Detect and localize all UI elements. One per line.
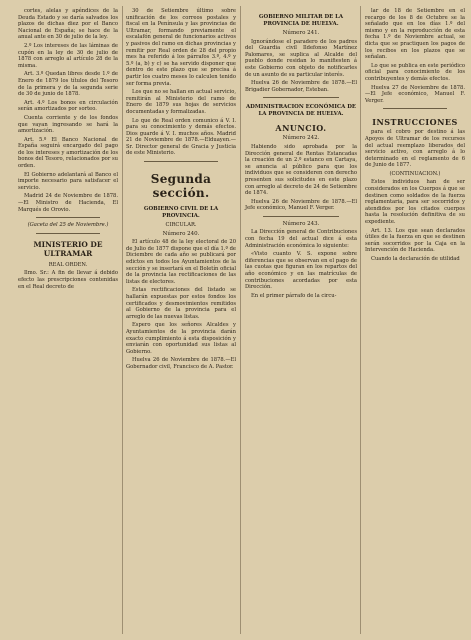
paragraph: Art. 4.º Los bonos en circulación serán amortizados por sorteo. bbox=[18, 99, 118, 113]
paragraph: Los que no se hallan en actual servicio, remitirán al Ministerio del ramo de Enero de 1879 sus hojas de servicios documentadas y formalizadas. bbox=[126, 89, 236, 115]
divider bbox=[144, 161, 218, 162]
divider bbox=[36, 233, 100, 234]
subheading: CIRCULAR. bbox=[165, 222, 197, 229]
administration-heading: ADMINISTRACION ECONÓMICA DE LA PROVINCIA DE HUELVA. bbox=[245, 104, 356, 118]
paragraph: Habiendo sido aprobada por la Dirección general de Rentas Estancadas la creación de un 2.º estanco en Cartaya, se anuncia al público para que los individuos que se consideren con derecho presenten sus solicitudes en este plazo con arreglo al decreto de 24 de Setiembre de 1874. bbox=[245, 143, 357, 197]
notice-number: Número 241. bbox=[282, 30, 320, 36]
divider bbox=[263, 216, 339, 217]
signature: Huelva 26 de Noviembre de 1878.—El Brigadier Gobernador, Esteban. bbox=[245, 80, 357, 93]
column-3 bbox=[245, 8, 357, 301]
notice-number: Número 243. bbox=[282, 220, 320, 227]
signature: Huelva 26 de Noviembre de 1878.—El Gobernador civil, Francisco de A. Pastor. bbox=[126, 357, 236, 370]
paragraph: La Dirección general de Contribuciones con fecha 19 del actual dice á esta Administración económica lo siguiente: bbox=[245, 229, 357, 249]
column-2 bbox=[126, 8, 236, 373]
paragraph: Ilmo. Sr.: A fin de llevar á debido efecto las prescripciones contenidas en el Real decreto de bbox=[18, 270, 118, 290]
signature: Madrid 24 de Noviembre de 1878.—El Ministro de Hacienda, El Marqués de Orovio. bbox=[18, 193, 118, 213]
paragraph: Ignorándose el paradero de los padres del Guardia civil Ildefonso Martínez Palomares, se suplica al Alcalde del pueblo donde residan lo manifiesten á este Gobierno con objeto de notificarles de un asunto de su particular interés. bbox=[245, 38, 357, 78]
signature: Huelva 26 de Noviembre de 1878.—El Jefe económico, Manuel F. Verger. bbox=[245, 198, 357, 212]
government-heading: GOBIERNO CIVIL DE LA PROVINCIA. bbox=[143, 206, 219, 220]
paragraph: Cuenta corriente y de los fondos que vayan ingresando se hará la amortización. bbox=[18, 114, 118, 135]
announcement-heading: ANUNCIO. bbox=[275, 123, 327, 134]
paragraph: 2.º Los intereses de las láminas de cupón en la ley de 30 de julio de 1878 con arreglo al artículo 28 de la misma. bbox=[18, 42, 118, 69]
column-1 bbox=[18, 8, 118, 292]
paragraph: El Gobierno adelantará al Banco el importe necesario para satisfacer el servicio. bbox=[18, 171, 118, 191]
notice-number: Número 242. bbox=[282, 135, 320, 142]
divider bbox=[36, 217, 100, 218]
divider bbox=[383, 108, 447, 109]
subheading: REAL ORDEN. bbox=[48, 261, 88, 268]
column-4 bbox=[365, 8, 465, 265]
column-divider bbox=[240, 6, 241, 634]
ministry-heading: MINISTERIO DE ULTRAMAR bbox=[33, 239, 103, 258]
continuation-label: (CONTINUACION.) bbox=[389, 170, 441, 177]
instructions-heading: INSTRUCCIONES bbox=[372, 117, 458, 128]
paragraph: Lo que se publica en este periódico oficial para conocimiento de los contribuyentes y demás efectos. bbox=[365, 62, 465, 82]
paragraph: lar de 18 de Setiembre en el recargo de los 8 de Octubre se la señalado que en los días 1.º del mismo y en la reproducción de esta fecha 1.º de Noviembre actual, se dicta que se practiquen los pagos de los recibos en los plazos que se señalan. bbox=[365, 8, 465, 61]
paragraph: Estos individuos han de ser considerados en los Cuerpos á que se destinen como soldados de la fuerza reglamentaria, para ser socorridos y atendidos por los citados cuerpos hasta la resolución definitiva de su expediente. bbox=[365, 179, 465, 226]
gazette-reference: (Gaceta del 25 de Noviembre.) bbox=[27, 222, 109, 229]
paragraph: Art. 5.º El Banco Nacional de España seguirá encargado del pago de los intereses y amortización de los bonos del Tesoro, relacionados por su orden. bbox=[18, 136, 118, 170]
paragraph: Espero que los señores Alcaldes y Ayuntamientos de la provincia darán exacto cumplimiento á esta disposición y enviarán con oportunidad sus listas al Gobierno. bbox=[126, 322, 236, 355]
paragraph: 30 de Setiembre último sobre unificación de los correos postales y fiscal en la Península y las provincias de Ultramar, formando previamente el escalafón general de funcionarios activos y pasivos del ramo en dichas provincias y remitir por Real orden de 28 del propio mes ha referido á los párrafos 3.º, 4.º y 5.º (a, b) y c) se ha servido disponer que dentro de este plazo que se precisa á partir los cuatro meses lo calculen tenido ser forma previa. bbox=[126, 8, 236, 87]
paragraph: «Visto cuanto V. S. expone sobre diferencias que se observan en el pago de las cuotas que figuran en los repartos del año económico y en las matrículas de contribuciones acordadas por esta Dirección. bbox=[245, 251, 357, 291]
notice-number: Número 240. bbox=[162, 230, 200, 237]
section-heading: Segunda sección. bbox=[150, 172, 212, 201]
paragraph: Cuando la declaración de utilidad bbox=[371, 256, 460, 262]
column-divider bbox=[360, 6, 361, 634]
paragraph: Art. 13. Los que sean declarados útiles de la fuerza en que se destinen serán socorridos por la Caja en la Intervención de Hacienda. bbox=[365, 227, 465, 254]
paragraph: El artículo 48 de la ley electoral de 20 de Julio de 1877 dispone que el día 1.º de Diciembre de cada año se publicará por edictos en todos los Ayuntamientos de la sección y se insertará en el Boletín oficial de la provincia las rectificaciones de las listas de electores. bbox=[126, 239, 236, 285]
military-government-heading: GOBIERNO MILITAR DE LA PROVINCIA DE HUELVA. bbox=[258, 14, 344, 27]
paragraph: Art. 3.º Quedan libres desde 1.º de Enero de 1879 los títulos del Tesoro de la primera y de la segunda serie de 30 de junio de 1878. bbox=[18, 71, 118, 98]
column-divider bbox=[122, 6, 123, 634]
paragraph: En el primer párrafo de la circu- bbox=[251, 292, 337, 299]
paragraph: cortes, alelas y apéndices de la Deuda Estado y se daría salvados los plazos de dichas diez por el Banco Nacional de España; se hace de la anual ante en 30 de julio de la ley. bbox=[18, 8, 118, 41]
paragraph: para el cobro por destino á las Apoyos de Ultramar de los recursos del actual reemplazo liberados del servicio activo, con arreglo á lo determinado en el reglamento de 6 de Junio de 1877. bbox=[365, 129, 465, 169]
paragraph: Lo que de Real orden comunico á V. I. para su conocimiento y demás efectos. Dios guarde á V. I. muchos años. Madrid 21 de Noviembre de 1878.—Elduayen.—Sr. Director general de Gracia y Justicia de este Ministerio. bbox=[126, 117, 236, 157]
signature: Huelva 27 de Noviembre de 1878.—El Jefe económico, Manuel F. Verger. bbox=[365, 84, 465, 104]
paragraph: Estas rectificaciones del listado se hallarán expuestas por estos fondos los certificados y desmovimientos remitidos al Gobierno de la provincia para el arreglo de las nuevas listas. bbox=[126, 287, 236, 320]
divider bbox=[263, 97, 339, 98]
